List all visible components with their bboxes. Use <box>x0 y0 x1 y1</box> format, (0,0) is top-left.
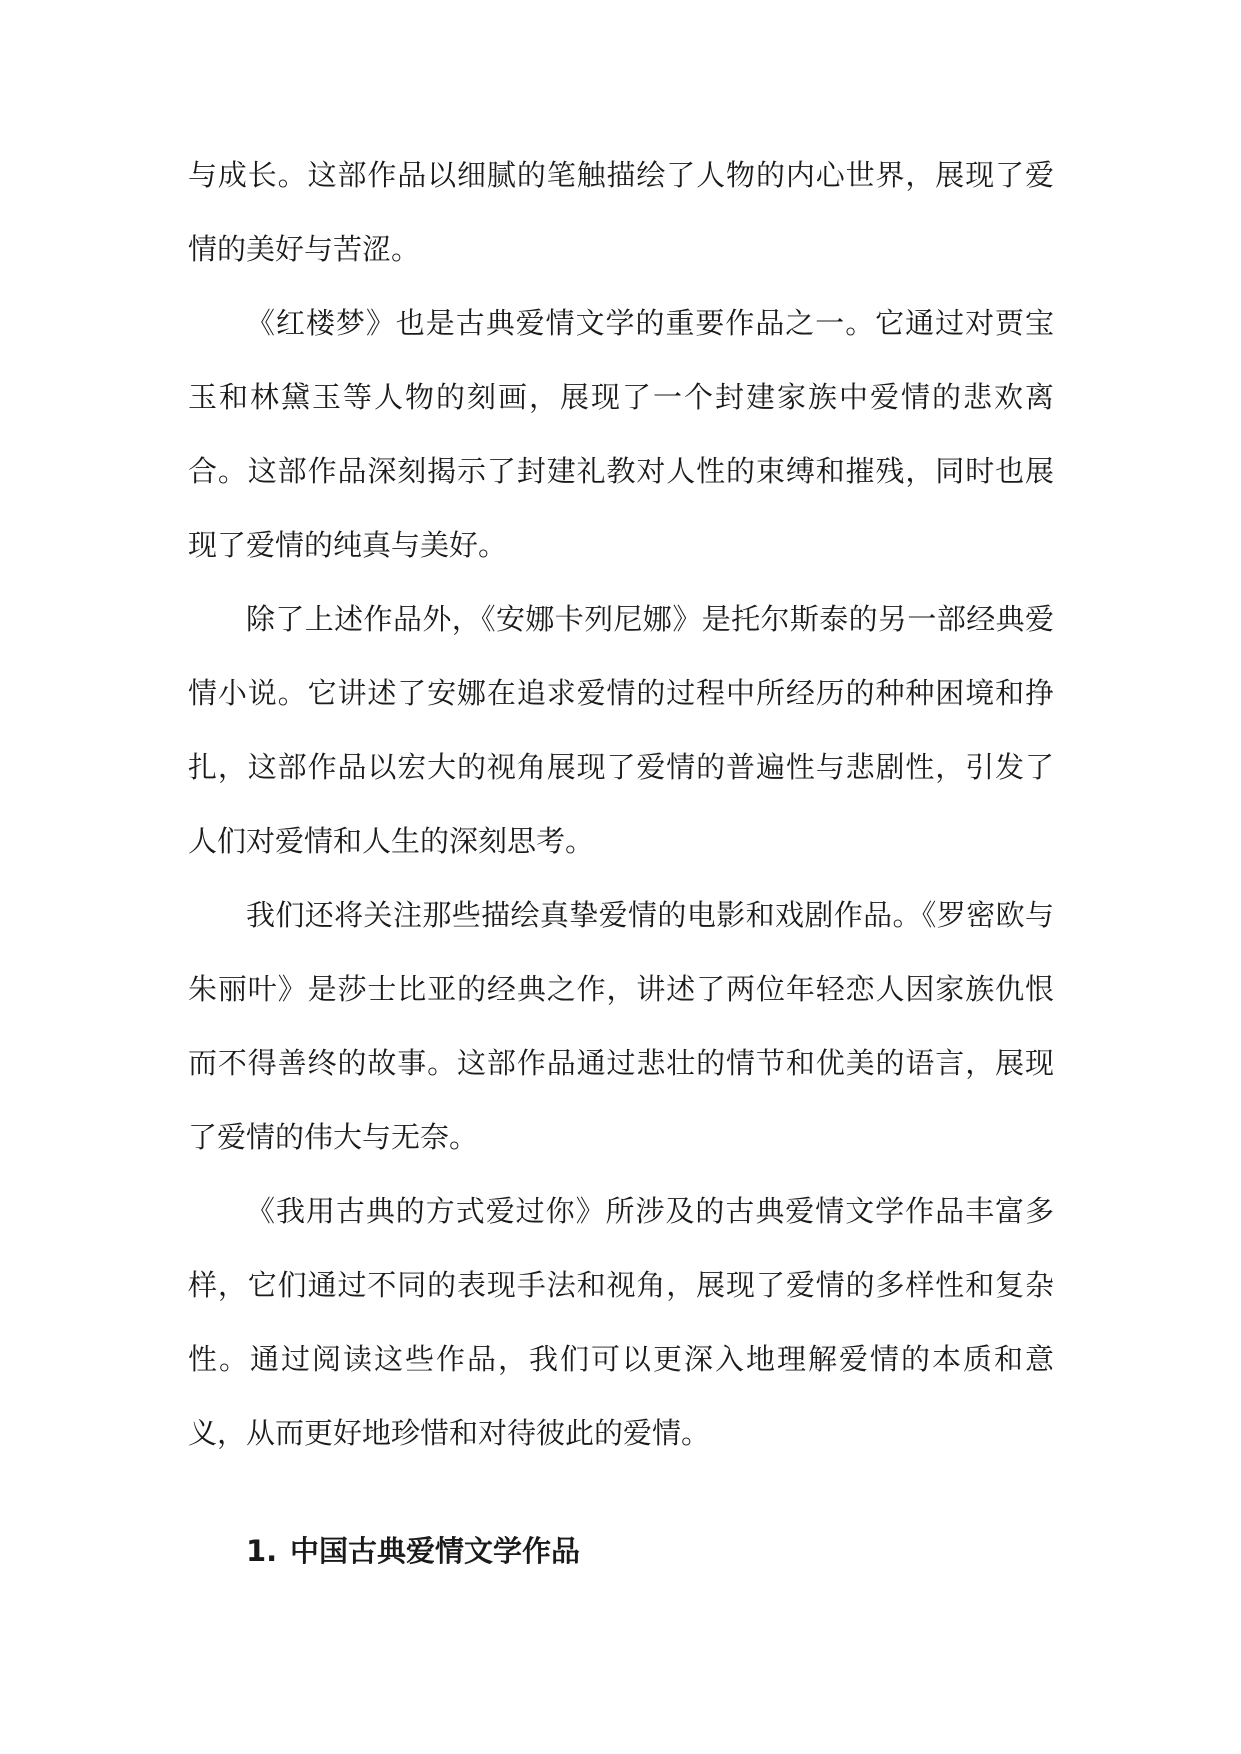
section-heading-title: 中国古典爱情文学作品 <box>290 1534 581 1568</box>
paragraph: 与成长。这部作品以细腻的笔触描绘了人物的内心世界，展现了爱情的美好与苦涩。 <box>188 158 1054 266</box>
section-heading <box>188 1514 1054 1588</box>
section-heading-number: 1. <box>246 1534 278 1568</box>
paragraph: 《我用古典的方式爱过你》所涉及的古典爱情文学作品丰富多样，它们通过不同的表现手法和视角，展现了爱情的多样性和复杂性。通过阅读这些作品，我们可以更深入地理解爱情的本质和意义，从而更好地珍惜和对待彼此的爱情。 <box>188 1194 1054 1450</box>
paragraph: 《红楼梦》也是古典爱情文学的重要作品之一。它通过对贾宝玉和林黛玉等人物的刻画，展现了一个封建家族中爱情的悲欢离合。这部作品深刻揭示了封建礼教对人性的束缚和摧残，同时也展现了爱情的纯真与美好。 <box>188 306 1054 562</box>
paragraph: 除了上述作品外，《安娜卡列尼娜》是托尔斯泰的另一部经典爱情小说。它讲述了安娜在追求爱情的过程中所经历的种种困境和挣扎，这部作品以宏大的视角展现了爱情的普遍性与悲剧性，引发了人们对爱情和人生的深刻思考。 <box>188 602 1054 858</box>
paragraph: 我们还将关注那些描绘真挚爱情的电影和戏剧作品。《罗密欧与朱丽叶》是莎士比亚的经典之作，讲述了两位年轻恋人因家族仇恨而不得善终的故事。这部作品通过悲壮的情节和优美的语言，展现了爱情的伟大与无奈。 <box>188 898 1054 1154</box>
document-body <box>188 138 1054 1588</box>
